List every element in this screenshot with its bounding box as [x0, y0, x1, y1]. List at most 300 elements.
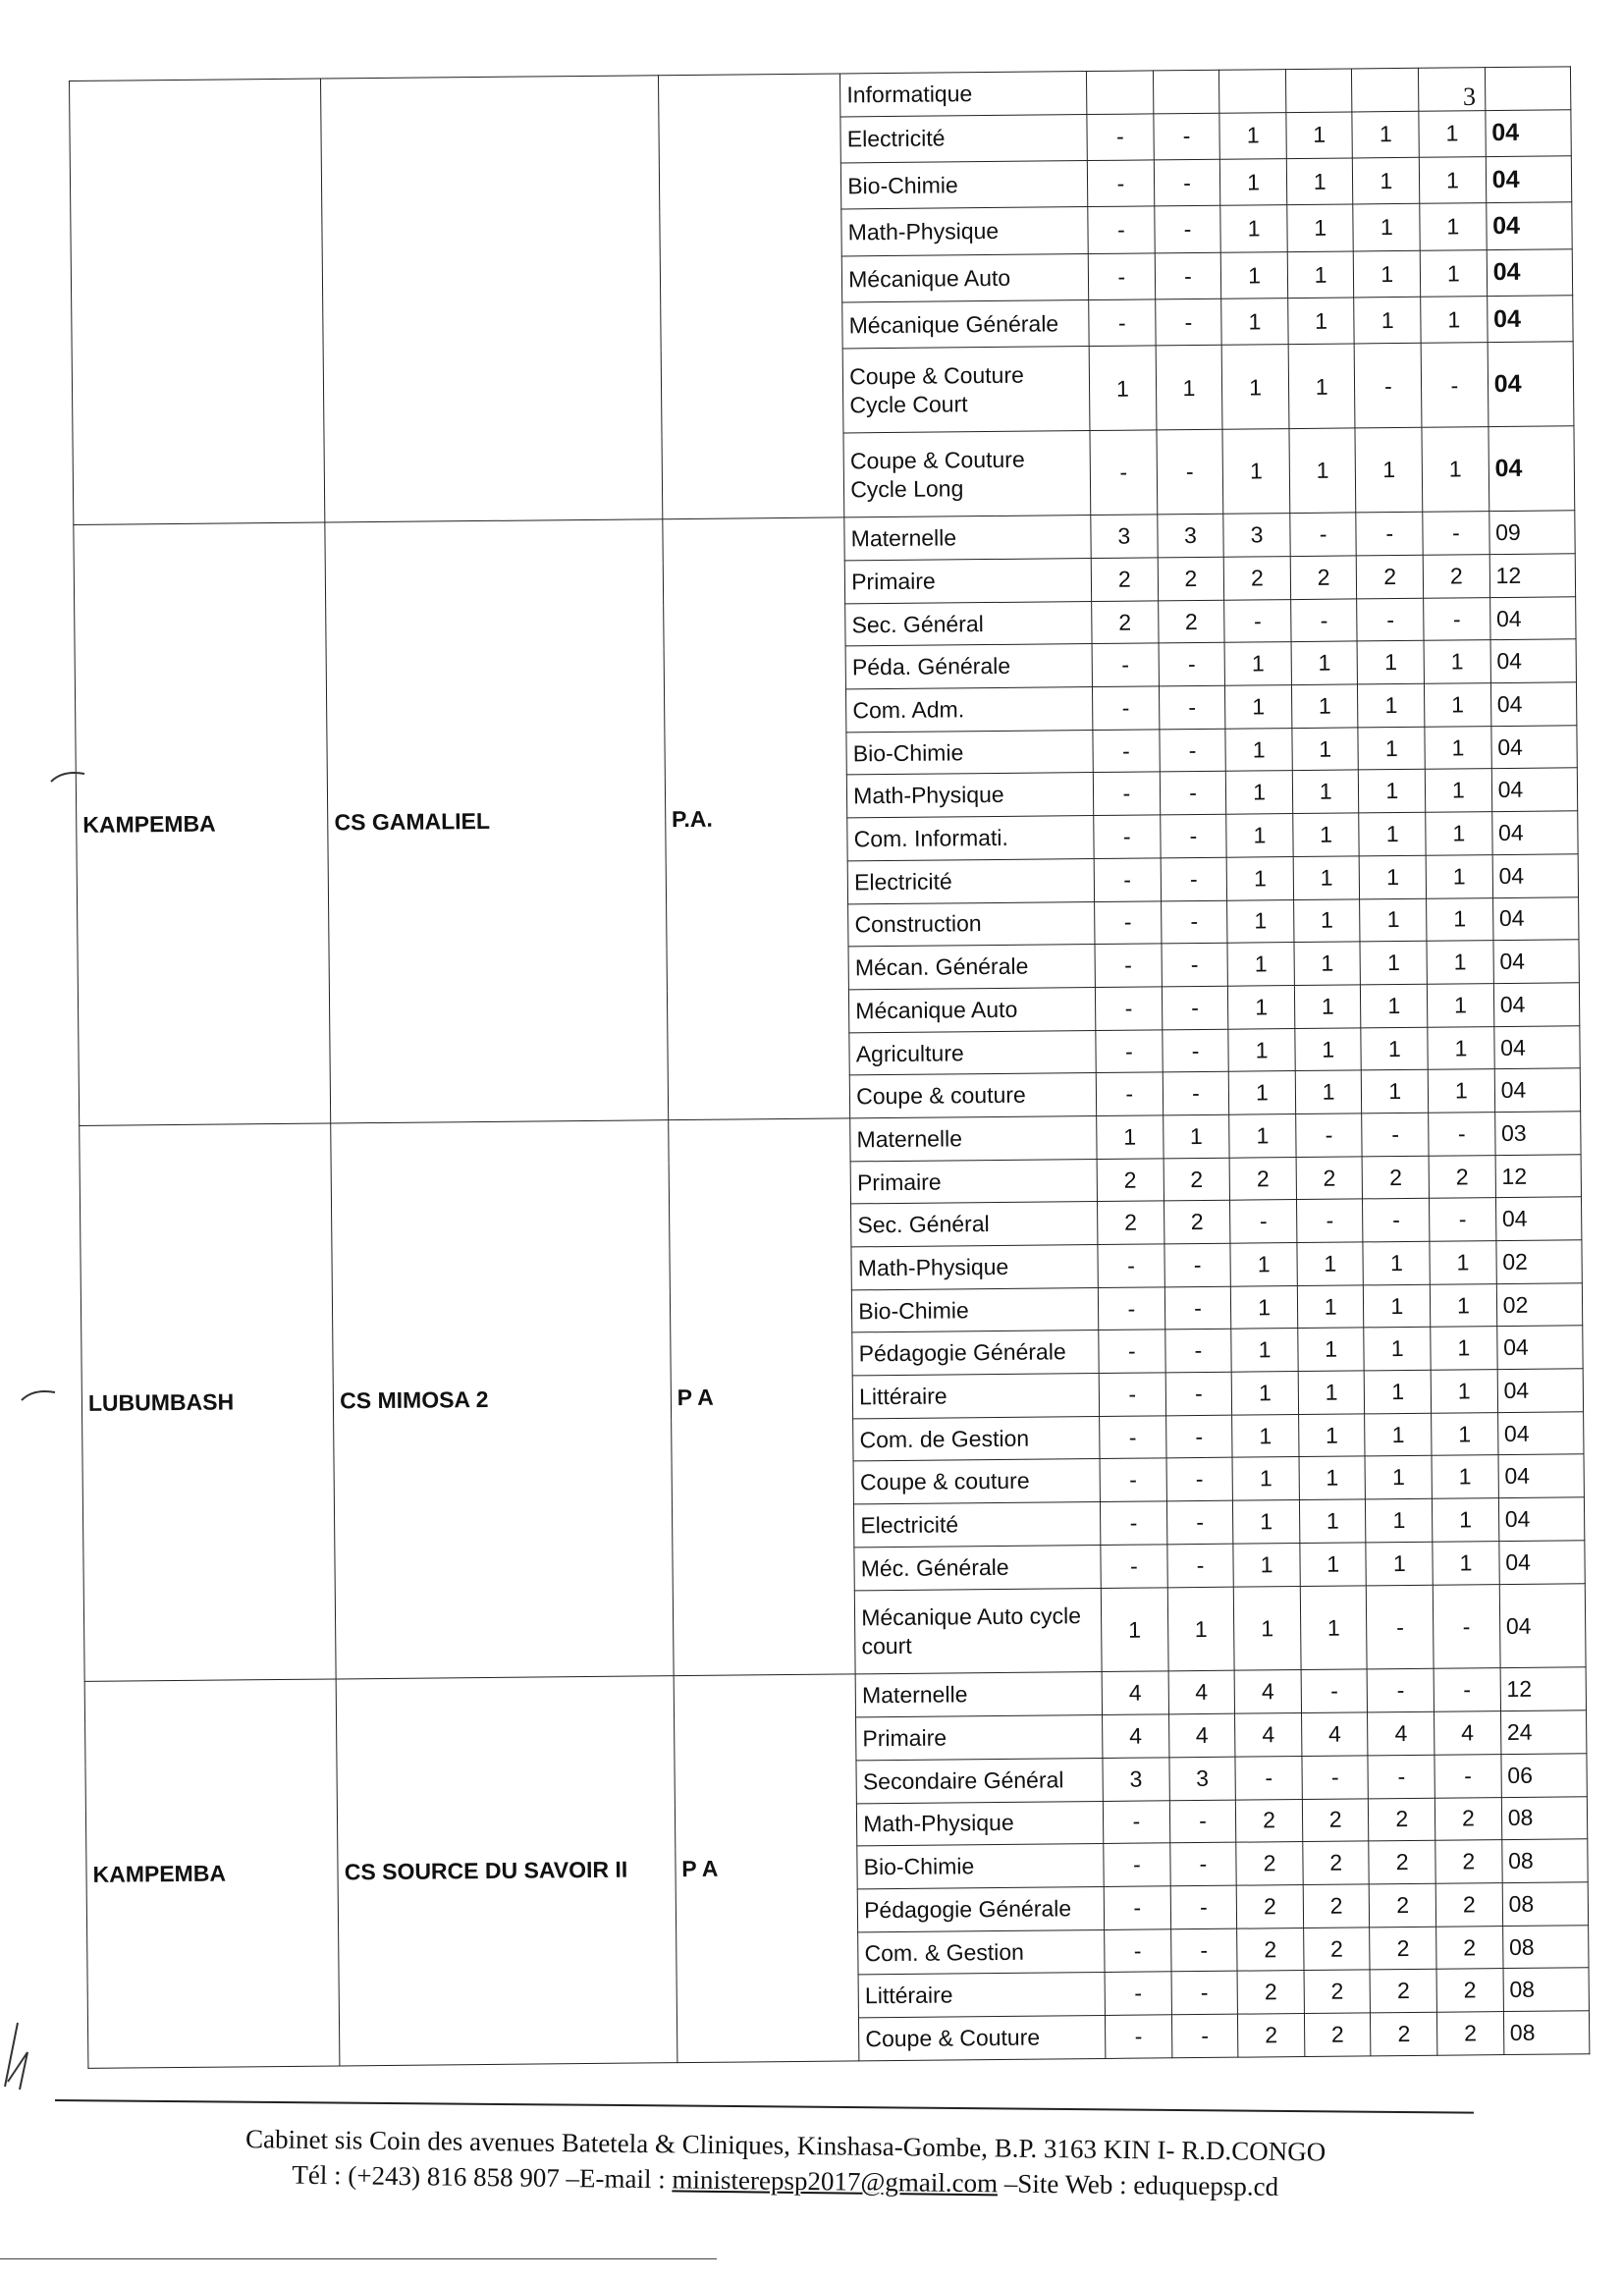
- class-count-cell: 1: [1097, 1115, 1164, 1159]
- class-count-cell: 1: [1419, 110, 1486, 157]
- class-count-cell: -: [1162, 986, 1228, 1029]
- class-count-cell: 2: [1357, 555, 1424, 598]
- class-count-cell: 3: [1091, 515, 1158, 558]
- class-count-cell: 2: [1369, 1798, 1435, 1841]
- class-count-cell: 1: [1226, 771, 1293, 814]
- class-count-cell: [1419, 68, 1486, 111]
- total-cell: 04: [1490, 639, 1577, 683]
- class-count-cell: -: [1171, 2014, 1238, 2058]
- total-cell: 04: [1491, 768, 1578, 812]
- class-count-cell: 1: [1421, 297, 1488, 344]
- class-count-cell: -: [1171, 1971, 1238, 2014]
- class-count-cell: 1: [1364, 1328, 1431, 1371]
- class-count-cell: 1: [1228, 1071, 1295, 1114]
- subject-cell: Sec. Général: [851, 1202, 1098, 1247]
- signature-stroke-icon: [0, 2013, 39, 2091]
- total-cell: 04: [1491, 726, 1578, 770]
- total-cell: 03: [1494, 1112, 1581, 1156]
- subject-cell: Maternelle: [850, 1115, 1097, 1161]
- class-count-cell: -: [1098, 1287, 1164, 1331]
- class-count-cell: -: [1161, 857, 1227, 900]
- class-count-cell: -: [1100, 1501, 1166, 1545]
- class-count-cell: 2: [1302, 1798, 1369, 1841]
- subject-cell: Math-Physique: [847, 773, 1094, 818]
- class-count-cell: 2: [1437, 2012, 1504, 2056]
- class-count-cell: 1: [1224, 642, 1291, 685]
- total-cell: 12: [1489, 554, 1576, 598]
- subject-cell: Pédagogie Générale: [857, 1886, 1104, 1931]
- bottom-rule: [0, 2258, 717, 2259]
- school-cell: CS GAMALIEL: [325, 519, 668, 1123]
- subject-cell: Mécanique Auto: [849, 987, 1096, 1032]
- class-count-cell: -: [1099, 1373, 1165, 1416]
- class-count-cell: 1: [1295, 1070, 1362, 1113]
- class-count-cell: -: [1093, 772, 1160, 815]
- class-count-cell: -: [1161, 900, 1227, 944]
- class-count-cell: 2: [1238, 2013, 1305, 2057]
- total-cell: 04: [1486, 202, 1572, 249]
- subject-cell: Math-Physique: [851, 1245, 1098, 1290]
- class-count-cell: -: [1166, 1458, 1233, 1501]
- class-count-cell: 1: [1089, 346, 1156, 431]
- class-count-cell: -: [1235, 1756, 1302, 1799]
- total-cell: 04: [1489, 426, 1575, 512]
- class-count-cell: -: [1164, 1330, 1231, 1373]
- class-count-cell: 1: [1433, 1498, 1499, 1542]
- class-count-cell: -: [1429, 1113, 1495, 1156]
- class-count-cell: 1: [1363, 1241, 1430, 1284]
- class-count-cell: 1: [1362, 1070, 1429, 1113]
- class-count-cell: 2: [1429, 1155, 1495, 1198]
- class-count-cell: -: [1362, 1113, 1429, 1156]
- footer: [79, 2119, 1493, 2207]
- class-count-cell: 1: [1425, 683, 1491, 727]
- staffing-table: [69, 66, 1590, 2069]
- class-count-cell: 2: [1237, 1971, 1304, 2014]
- class-count-cell: 1: [1228, 985, 1295, 1028]
- class-count-cell: 1: [1431, 1327, 1497, 1370]
- subject-cell: Méc. Générale: [854, 1545, 1101, 1590]
- class-count-cell: 1: [1219, 112, 1286, 159]
- class-count-cell: 1: [1428, 1026, 1494, 1069]
- class-count-cell: 2: [1097, 1158, 1164, 1201]
- class-count-cell: 1: [1226, 856, 1293, 899]
- class-count-cell: [1285, 69, 1352, 112]
- class-count-cell: -: [1104, 1843, 1170, 1886]
- total-cell: 08: [1501, 1796, 1588, 1840]
- class-count-cell: 4: [1103, 1714, 1169, 1758]
- class-count-cell: 1: [1288, 298, 1355, 345]
- class-count-cell: [1352, 68, 1419, 111]
- class-count-cell: 1: [1430, 1283, 1496, 1327]
- total-cell: 04: [1498, 1497, 1585, 1542]
- footer-phone: Tél : (+243) 816 858 907 –E-mail :: [292, 2160, 673, 2195]
- subject-cell: Mécanique Auto cycle court: [854, 1588, 1102, 1674]
- total-cell: 12: [1500, 1667, 1587, 1711]
- class-count-cell: 4: [1235, 1713, 1302, 1757]
- subject-cell: Primaire: [856, 1715, 1103, 1761]
- class-count-cell: -: [1434, 1668, 1500, 1711]
- total-cell: 04: [1492, 854, 1579, 898]
- class-count-cell: 1: [1365, 1456, 1432, 1499]
- class-count-cell: 2: [1363, 1156, 1430, 1199]
- class-count-cell: 1: [1226, 814, 1293, 857]
- total-cell: 04: [1489, 596, 1576, 640]
- total-cell: 12: [1495, 1154, 1582, 1198]
- subject-cell: Sec. Général: [845, 601, 1092, 646]
- class-count-cell: 1: [1231, 1372, 1298, 1415]
- class-count-cell: -: [1302, 1756, 1369, 1799]
- class-count-cell: 3: [1169, 1757, 1236, 1800]
- class-count-cell: -: [1088, 206, 1155, 253]
- total-cell: 08: [1503, 2011, 1590, 2055]
- class-count-cell: 2: [1092, 601, 1159, 644]
- total-cell: 08: [1502, 1882, 1589, 1927]
- class-count-cell: 2: [1303, 1884, 1370, 1928]
- class-count-cell: 1: [1359, 812, 1426, 855]
- type-cell: P.A.: [663, 517, 850, 1119]
- total-cell: 08: [1503, 1968, 1590, 2012]
- class-count-cell: 2: [1371, 2012, 1437, 2056]
- class-count-cell: 1: [1233, 1543, 1300, 1586]
- subject-cell: Electricité: [847, 858, 1094, 903]
- subject-cell: Littéraire: [858, 1973, 1105, 2018]
- class-count-cell: 2: [1304, 2013, 1371, 2057]
- class-count-cell: 2: [1369, 1840, 1435, 1883]
- class-count-cell: 1: [1300, 1585, 1367, 1670]
- class-count-cell: 1: [1300, 1543, 1367, 1586]
- class-count-cell: 1: [1289, 428, 1356, 514]
- total-cell: 04: [1491, 811, 1578, 855]
- type-cell: P A: [674, 1674, 859, 2062]
- class-count-cell: 2: [1435, 1840, 1502, 1883]
- class-count-cell: 1: [1229, 1114, 1296, 1158]
- subject-cell: Mécanique Auto: [841, 253, 1088, 302]
- class-count-cell: 1: [1432, 1455, 1498, 1498]
- class-count-cell: -: [1105, 1972, 1171, 2015]
- class-count-cell: 2: [1370, 1883, 1436, 1927]
- total-cell: 04: [1497, 1369, 1584, 1413]
- class-count-cell: 4: [1168, 1713, 1235, 1757]
- class-count-cell: -: [1095, 900, 1162, 944]
- class-count-cell: -: [1167, 1544, 1234, 1587]
- class-count-cell: 2: [1164, 1158, 1230, 1201]
- location-cell: KAMPEMBA: [74, 522, 331, 1125]
- total-cell: 04: [1486, 156, 1572, 203]
- class-count-cell: -: [1098, 1244, 1164, 1287]
- class-count-cell: 1: [1231, 1285, 1298, 1329]
- class-count-cell: -: [1290, 599, 1357, 642]
- class-count-cell: 1: [1425, 726, 1491, 769]
- class-count-cell: -: [1430, 1198, 1496, 1241]
- class-count-cell: 1: [1225, 728, 1292, 771]
- class-count-cell: 1: [1422, 427, 1489, 513]
- class-count-cell: 1: [1433, 1541, 1499, 1584]
- class-count-cell: -: [1105, 1928, 1171, 1972]
- class-count-cell: -: [1423, 512, 1489, 555]
- subject-cell: Com. Informati.: [847, 816, 1094, 861]
- total-cell: 24: [1500, 1711, 1587, 1755]
- subject-cell: Maternelle: [844, 516, 1091, 561]
- class-count-cell: 1: [1298, 1371, 1365, 1414]
- subject-cell: Bio-Chimie: [852, 1287, 1099, 1332]
- total-cell: 04: [1487, 249, 1573, 297]
- footer-address: Cabinet sis Coin des avenues Batetela & Cliniques, Kinshasa-Gombe, B.P. 3163 KIN I- R.D.CONGO: [244, 2124, 1326, 2167]
- class-count-cell: 1: [1364, 1284, 1431, 1328]
- class-count-cell: 1: [1231, 1329, 1298, 1372]
- class-count-cell: 1: [1293, 856, 1360, 899]
- class-count-cell: 1: [1228, 1028, 1295, 1071]
- class-count-cell: -: [1159, 685, 1225, 729]
- margin-mark: [20, 1385, 59, 1404]
- class-count-cell: 1: [1293, 813, 1360, 856]
- subject-cell: Electricité: [840, 114, 1087, 163]
- class-count-cell: -: [1169, 1842, 1236, 1885]
- class-count-cell: -: [1356, 513, 1423, 556]
- class-count-cell: -: [1088, 253, 1155, 300]
- class-count-cell: 1: [1234, 1586, 1301, 1671]
- class-count-cell: -: [1424, 597, 1490, 640]
- class-count-cell: -: [1170, 1928, 1237, 1972]
- class-count-cell: 1: [1365, 1370, 1432, 1413]
- total-cell: 06: [1501, 1754, 1588, 1798]
- class-count-cell: 2: [1098, 1201, 1164, 1244]
- subject-cell: Coupe & Couture: [859, 2015, 1106, 2060]
- margin-mark: [49, 766, 88, 786]
- subject-cell: Coupe & couture: [853, 1459, 1100, 1504]
- class-count-cell: 1: [1292, 770, 1359, 813]
- total-cell: 04: [1494, 1068, 1581, 1113]
- total-cell: 08: [1501, 1839, 1588, 1883]
- page-number: 3: [1463, 82, 1476, 111]
- class-count-cell: -: [1367, 1585, 1434, 1670]
- class-count-cell: 1: [1419, 157, 1486, 204]
- subject-cell: Math-Physique: [857, 1801, 1104, 1846]
- class-count-cell: 2: [1290, 556, 1357, 599]
- class-count-cell: 1: [1431, 1370, 1497, 1413]
- class-count-cell: 1: [1297, 1285, 1364, 1329]
- class-count-cell: -: [1096, 1072, 1163, 1115]
- class-count-cell: 1: [1427, 897, 1493, 941]
- class-count-cell: -: [1296, 1199, 1363, 1242]
- class-count-cell: 2: [1370, 1969, 1436, 2012]
- class-count-cell: -: [1166, 1500, 1233, 1544]
- class-count-cell: 1: [1432, 1412, 1498, 1455]
- class-count-cell: -: [1230, 1200, 1297, 1243]
- class-count-cell: 1: [1358, 683, 1425, 727]
- class-count-cell: 1: [1220, 205, 1287, 252]
- subject-cell: Bio-Chimie: [841, 161, 1088, 210]
- subject-cell: Math-Physique: [841, 207, 1088, 256]
- class-count-cell: 2: [1435, 1797, 1501, 1840]
- footer-website: –Site Web : eduquepsp.cd: [997, 2168, 1279, 2202]
- class-count-cell: 1: [1167, 1587, 1234, 1672]
- subject-cell: Littéraire: [852, 1374, 1099, 1419]
- class-count-cell: 2: [1303, 1841, 1370, 1884]
- total-cell: 04: [1486, 110, 1572, 157]
- class-count-cell: 1: [1230, 1243, 1297, 1286]
- class-count-cell: -: [1357, 598, 1424, 641]
- class-count-cell: 2: [1158, 557, 1224, 600]
- class-count-cell: -: [1101, 1545, 1167, 1588]
- class-count-cell: -: [1162, 943, 1228, 986]
- class-count-cell: -: [1165, 1415, 1232, 1458]
- class-count-cell: 1: [1420, 249, 1487, 297]
- class-count-cell: 1: [1292, 728, 1359, 771]
- total-cell: 04: [1495, 1197, 1582, 1241]
- class-count-cell: -: [1155, 299, 1221, 346]
- class-count-cell: 2: [1223, 557, 1290, 600]
- type-cell: [658, 74, 844, 519]
- total-cell: 04: [1490, 682, 1577, 727]
- class-count-cell: -: [1105, 2015, 1171, 2059]
- class-count-cell: -: [1169, 1800, 1236, 1843]
- total-cell: 04: [1487, 296, 1573, 343]
- class-count-cell: -: [1170, 1885, 1237, 1928]
- class-count-cell: 1: [1298, 1414, 1365, 1457]
- class-count-cell: -: [1093, 686, 1160, 730]
- class-count-cell: [1153, 70, 1219, 113]
- class-count-cell: 2: [1304, 1970, 1371, 2013]
- subject-cell: Construction: [848, 901, 1095, 947]
- class-count-cell: [1086, 71, 1153, 114]
- footer-rule: [55, 2099, 1474, 2114]
- class-count-cell: -: [1157, 430, 1223, 516]
- class-count-cell: -: [1092, 643, 1159, 686]
- subject-cell: Agriculture: [849, 1030, 1096, 1075]
- class-count-cell: -: [1104, 1886, 1170, 1929]
- class-count-cell: 4: [1435, 1711, 1501, 1755]
- class-count-cell: 4: [1301, 1712, 1368, 1756]
- class-count-cell: 1: [1361, 1027, 1428, 1070]
- class-count-cell: 1: [1291, 684, 1358, 728]
- subject-cell: Péda. Générale: [845, 644, 1092, 689]
- total-cell: 04: [1488, 342, 1574, 427]
- footer-email-link[interactable]: ministerepsp2017@gmail.com: [672, 2164, 999, 2199]
- class-count-cell: 1: [1366, 1542, 1433, 1585]
- total-cell: 09: [1489, 511, 1575, 555]
- class-count-cell: -: [1290, 513, 1357, 556]
- subject-cell: Com. Adm.: [846, 687, 1093, 733]
- class-count-cell: 1: [1366, 1498, 1433, 1542]
- class-count-cell: -: [1094, 858, 1161, 901]
- class-count-cell: -: [1099, 1330, 1165, 1373]
- class-count-cell: -: [1160, 772, 1226, 815]
- subject-cell: Com. de Gestion: [853, 1416, 1100, 1461]
- class-count-cell: 1: [1426, 854, 1492, 897]
- class-count-cell: 2: [1303, 1927, 1370, 1970]
- subject-cell: Bio-Chimie: [846, 730, 1093, 775]
- class-count-cell: -: [1301, 1669, 1368, 1712]
- total-cell: 02: [1496, 1282, 1583, 1327]
- class-count-cell: 1: [1354, 250, 1421, 298]
- class-count-cell: -: [1087, 160, 1154, 207]
- class-count-cell: 1: [1163, 1114, 1229, 1158]
- subject-cell: Com. & Gestion: [858, 1929, 1105, 1975]
- class-count-cell: -: [1094, 815, 1161, 858]
- class-count-cell: [1219, 70, 1286, 113]
- class-count-cell: -: [1363, 1199, 1430, 1242]
- school-cell: [321, 76, 663, 523]
- class-count-cell: 2: [1236, 1884, 1303, 1928]
- class-count-cell: 1: [1358, 641, 1425, 684]
- class-count-cell: 1: [1360, 941, 1427, 984]
- school-cell: CS SOURCE DU SAVOIR II: [336, 1676, 677, 2066]
- class-count-cell: -: [1100, 1458, 1166, 1501]
- class-count-cell: 1: [1365, 1413, 1432, 1456]
- total-cell: 04: [1493, 983, 1580, 1027]
- class-count-cell: 1: [1232, 1457, 1299, 1500]
- class-count-cell: 1: [1297, 1242, 1364, 1285]
- class-count-cell: -: [1096, 1029, 1163, 1072]
- school-cell: CS MIMOSA 2: [331, 1120, 674, 1680]
- class-count-cell: 1: [1291, 641, 1358, 684]
- class-count-cell: -: [1095, 987, 1162, 1030]
- class-count-cell: -: [1164, 1286, 1231, 1330]
- class-count-cell: 1: [1288, 344, 1355, 429]
- class-count-cell: 1: [1298, 1328, 1365, 1371]
- subject-cell: Secondaire Général: [856, 1758, 1103, 1803]
- class-count-cell: 1: [1352, 111, 1419, 158]
- total-cell: 04: [1493, 940, 1580, 984]
- class-count-cell: 1: [1354, 297, 1421, 344]
- class-count-cell: -: [1154, 113, 1220, 160]
- class-count-cell: 4: [1368, 1711, 1435, 1755]
- total-cell: 04: [1496, 1326, 1583, 1370]
- class-count-cell: 1: [1221, 299, 1288, 346]
- subject-cell: Primaire: [850, 1159, 1097, 1204]
- class-count-cell: 1: [1424, 640, 1490, 683]
- class-count-cell: 2: [1164, 1201, 1230, 1244]
- total-cell: [1485, 67, 1571, 111]
- class-count-cell: -: [1162, 1029, 1228, 1072]
- class-count-cell: 4: [1102, 1671, 1168, 1714]
- subject-cell: Informatique: [840, 72, 1087, 117]
- class-count-cell: 1: [1353, 157, 1420, 204]
- class-count-cell: -: [1159, 643, 1225, 686]
- class-count-cell: -: [1154, 159, 1220, 206]
- class-count-cell: 1: [1428, 1069, 1494, 1113]
- class-count-cell: -: [1155, 252, 1221, 299]
- class-count-cell: -: [1154, 206, 1220, 253]
- total-cell: 04: [1494, 1025, 1581, 1069]
- class-count-cell: 1: [1427, 941, 1493, 984]
- class-count-cell: -: [1368, 1755, 1435, 1798]
- subject-cell: Mécanique Générale: [842, 300, 1089, 350]
- class-count-cell: -: [1165, 1372, 1232, 1415]
- class-count-cell: 1: [1227, 899, 1294, 943]
- class-count-cell: 1: [1358, 727, 1425, 770]
- class-count-cell: 4: [1168, 1671, 1235, 1714]
- class-count-cell: 1: [1286, 112, 1353, 159]
- total-cell: 04: [1499, 1583, 1586, 1668]
- class-count-cell: 1: [1227, 943, 1294, 986]
- class-count-cell: 2: [1237, 1928, 1304, 1971]
- class-count-cell: -: [1355, 344, 1422, 429]
- class-count-cell: -: [1095, 944, 1162, 987]
- class-count-cell: 2: [1091, 558, 1158, 601]
- total-cell: 04: [1497, 1412, 1584, 1456]
- class-count-cell: 2: [1435, 1882, 1502, 1926]
- class-count-cell: -: [1089, 299, 1156, 347]
- class-count-cell: 1: [1360, 855, 1427, 898]
- class-count-cell: 1: [1295, 1027, 1362, 1070]
- class-count-cell: -: [1100, 1416, 1166, 1459]
- class-count-cell: 2: [1296, 1157, 1363, 1200]
- allocation-grid: [69, 66, 1590, 2069]
- subject-cell: Coupe & Couture Cycle Long: [843, 431, 1091, 517]
- class-count-cell: -: [1433, 1584, 1499, 1669]
